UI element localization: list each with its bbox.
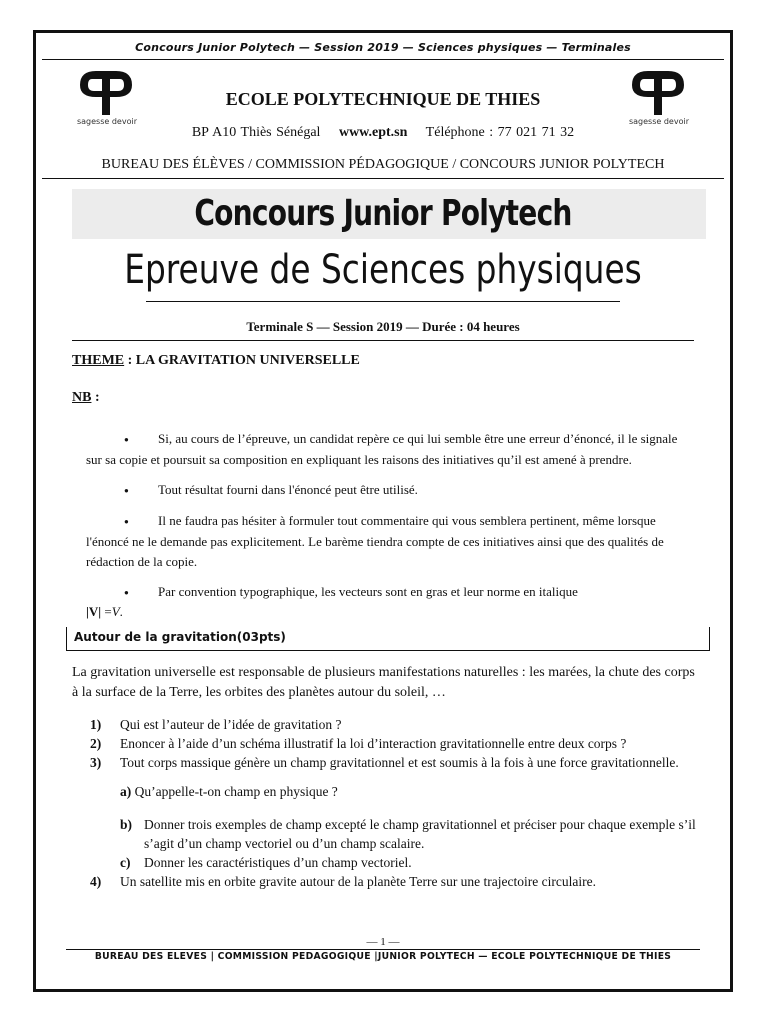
question-text: Tout corps massique génère un champ gravitationnel et est soumis à la fois à une force gravitationnelle.: [120, 755, 679, 770]
website-link[interactable]: www.ept.sn: [338, 125, 408, 140]
question-number: 3): [90, 755, 102, 770]
nb-rule: [86, 511, 694, 572]
page-frame: [33, 30, 733, 992]
sub-question: [120, 853, 710, 872]
vector-end: .: [119, 604, 123, 620]
logo-caption: sagesse devoir: [76, 117, 137, 126]
question-text: Enoncer à l’aide d’un schéma illustratif la loi d’interaction gravitationnelle entre deux corps ?: [120, 736, 627, 751]
vector-eq: =: [101, 604, 112, 620]
sub-label: a): [120, 784, 132, 799]
question-item: [90, 872, 710, 891]
question-list: [90, 715, 710, 891]
theme-value: : LA GRAVITATION UNIVERSELLE: [124, 353, 360, 368]
exam-title: Epreuve de Sciences physiques: [124, 247, 642, 293]
nb-suffix: :: [91, 390, 100, 405]
nb-rule-text: Il ne faudra pas hésiter à formuler tout commentaire qui vous semblera pertinent, même lorsque l'énoncé ne le demande pas explicitement. Le barème tiendra compte de ces initiatives ainsi que des qualités de rédaction de la copie.: [86, 513, 664, 570]
sub-label: c): [120, 855, 131, 870]
theme-label: THEME: [72, 353, 125, 368]
sub-label: b): [120, 817, 133, 832]
section-title: Autour de la gravitation(03pts): [74, 630, 286, 644]
sub-question: [120, 815, 710, 853]
school-name: ECOLE POLYTECHNIQUE DE THIES: [225, 89, 541, 109]
header-divider: [42, 59, 724, 60]
address: BP A10 Thiès Sénégal: [191, 125, 321, 140]
nb-label: NB: [72, 390, 92, 405]
bureau-line: BUREAU DES ÉLÈVES / COMMISSION PÉDAGOGIQUE / CONCOURS JUNIOR POLYTECH: [101, 157, 665, 172]
question-item: [90, 715, 710, 734]
nb-heading: [72, 390, 100, 406]
section-intro: La gravitation universelle est responsable de plusieurs manifestations naturelles : les marées, la chute des corps à la surface de la Terre, les orbites des planètes autour du soleil, …: [72, 665, 695, 700]
logo-caption: sagesse devoir: [628, 117, 689, 126]
vector-notation: [86, 602, 694, 622]
nb-rule: [86, 429, 694, 470]
question-number: 2): [90, 736, 102, 751]
question-number: 4): [90, 874, 102, 889]
bureau-divider: [42, 178, 724, 179]
exam-title-underline: [146, 301, 620, 302]
nb-rule: [86, 480, 694, 501]
nb-rule-text: Si, au cours de l’épreuve, un candidat repère ce qui lui semble être une erreur d’énoncé, il le signale sur sa copie et poursuit sa composition en expliquant les raisons des initiatives qu’il est amené à prendre.: [86, 431, 678, 468]
question-item: [90, 753, 710, 872]
sub-text: Qu’appelle-t-on champ en physique ?: [131, 784, 338, 799]
question-text: Qui est l’auteur de l’idée de gravitation ?: [120, 717, 342, 732]
nb-rule-text: Par convention typographique, les vecteurs sont en gras et leur norme en italique: [158, 584, 578, 600]
running-footer: BUREAU DES ELEVES | COMMISSION PEDAGOGIQUE |JUNIOR POLYTECH — ECOLE POLYTECHNIQUE DE THIES: [94, 951, 672, 962]
bullet-icon: ●: [124, 435, 129, 445]
bullet-icon: ●: [124, 486, 129, 496]
meta-divider: [72, 340, 694, 341]
contact-line: [36, 125, 730, 141]
vector-bold: |V|: [86, 604, 102, 620]
question-text: Un satellite mis en orbite gravite autour de la planète Terre sur une trajectoire circulaire.: [120, 874, 596, 889]
bullet-icon: ●: [124, 588, 129, 598]
page-number: — 1 —: [366, 936, 400, 948]
sub-question: [120, 782, 710, 801]
question-item: [90, 734, 710, 753]
footer-divider: [66, 949, 700, 950]
exam-meta: Terminale S — Session 2019 — Durée : 04 heures: [246, 319, 520, 334]
theme-line: [72, 353, 360, 369]
nb-rules: [86, 429, 694, 622]
sub-text: Donner trois exemples de champ excepté le champ gravitationnel et préciser pour chaque exemple s’il s’agit d’un champ vectoriel ou d’un champ scalaire.: [144, 817, 696, 851]
phone: Téléphone : 77 021 71 32: [425, 125, 575, 140]
question-number: 1): [90, 717, 102, 732]
contest-title: Concours Junior Polytech: [194, 193, 572, 234]
sub-text: Donner les caractéristiques d’un champ vectoriel.: [144, 855, 412, 870]
nb-rule: [86, 582, 694, 603]
nb-rule-text: Tout résultat fourni dans l'énoncé peut être utilisé.: [158, 482, 418, 498]
vector-italic: V: [111, 604, 120, 620]
bullet-icon: ●: [124, 517, 129, 527]
running-header: Concours Junior Polytech — Session 2019 — Sciences physiques — Terminales: [135, 41, 631, 54]
